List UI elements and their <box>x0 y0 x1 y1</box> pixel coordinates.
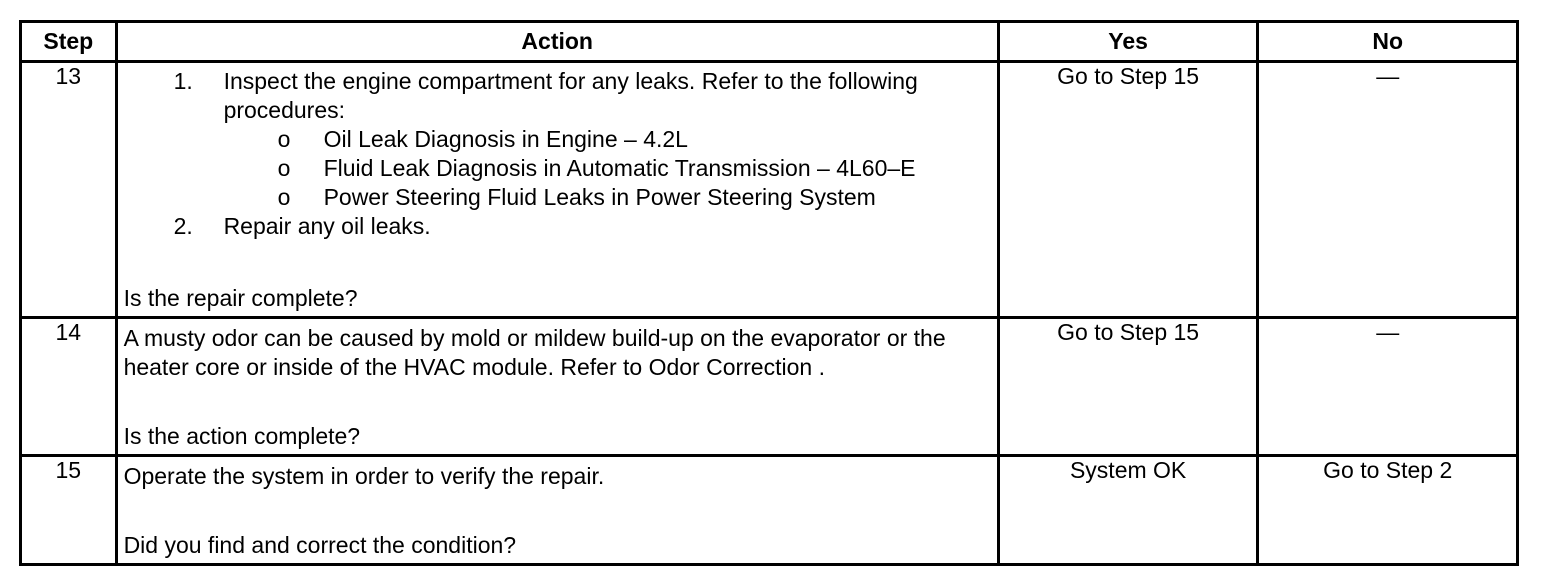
procedure-link[interactable]: Oil Leak Diagnosis in Engine – 4.2L <box>323 126 688 152</box>
table-row <box>21 318 1518 456</box>
step-number: 15 <box>21 456 117 565</box>
item-number: 1. <box>173 68 193 94</box>
header-row <box>21 22 1518 62</box>
action-text: Operate the system in order to verify the repair. <box>123 463 605 489</box>
header-action: Action <box>116 22 998 62</box>
item-number: 2. <box>173 213 193 239</box>
item-text: Inspect the engine compartment for any leaks. Refer to the following procedures: <box>223 68 918 123</box>
item-text: Repair any oil leaks. <box>223 213 431 239</box>
action-cell <box>116 456 998 565</box>
table-row <box>21 62 1518 318</box>
sub-list-item <box>224 154 991 183</box>
no-result: — <box>1258 62 1518 318</box>
header-step: Step <box>21 22 117 62</box>
step-number: 14 <box>21 318 117 456</box>
list-item <box>124 212 991 241</box>
sub-list-item <box>224 183 991 212</box>
yes-result: Go to Step 15 <box>998 62 1258 318</box>
no-result: — <box>1258 318 1518 456</box>
header-yes: Yes <box>998 22 1258 62</box>
bullet-marker: o <box>277 126 291 152</box>
action-text: A musty odor can be caused by mold or mildew build-up on the evaporator or the heater core or inside of the HVAC module. Refer to Odor Correction . <box>123 325 946 380</box>
procedure-link[interactable]: Fluid Leak Diagnosis in Automatic Transmission – 4L60–E <box>323 155 916 181</box>
no-result: Go to Step 2 <box>1258 456 1518 565</box>
yes-result: System OK <box>998 456 1258 565</box>
bullet-marker: o <box>277 155 291 181</box>
step-question: Did you find and correct the condition? <box>123 532 517 558</box>
action-cell <box>116 62 998 318</box>
step-question: Is the action complete? <box>123 423 361 449</box>
list-item <box>124 67 991 212</box>
yes-result: Go to Step 15 <box>998 318 1258 456</box>
table-row <box>21 456 1518 565</box>
sub-list <box>224 125 991 212</box>
step-question: Is the repair complete? <box>123 285 358 311</box>
procedure-link[interactable]: Power Steering Fluid Leaks in Power Steering System <box>323 184 876 210</box>
step-number: 13 <box>21 62 117 318</box>
action-cell <box>116 318 998 456</box>
header-no: No <box>1258 22 1518 62</box>
diagnostic-table <box>19 20 1519 566</box>
sub-list-item <box>224 125 991 154</box>
bullet-marker: o <box>277 184 291 210</box>
action-steps <box>124 67 991 241</box>
